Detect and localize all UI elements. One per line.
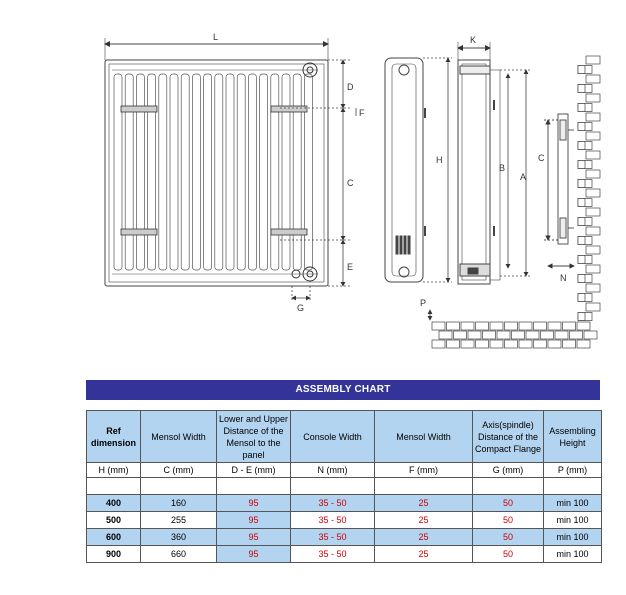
brick: [555, 331, 568, 339]
dim-label-K: K: [470, 35, 477, 45]
dim-label-E: E: [347, 262, 354, 272]
brick: [534, 340, 547, 348]
radiator-fin: [170, 74, 178, 270]
brick: [497, 331, 510, 339]
dim-label-C-console: C: [538, 153, 545, 163]
table-cell: 35 - 50: [291, 495, 375, 512]
brick: [578, 256, 585, 264]
brick: [578, 294, 585, 302]
radiator-wall-profile: [458, 42, 500, 284]
brick: [586, 75, 600, 83]
brick: [578, 199, 585, 207]
table-cell: 25: [375, 495, 473, 512]
brick: [586, 170, 600, 178]
brick: [578, 66, 585, 74]
dim-label-C: C: [347, 178, 354, 188]
brick: [586, 132, 600, 140]
brick: [447, 340, 460, 348]
radiator-side-view: [385, 58, 425, 282]
radiator-fin: [304, 74, 312, 270]
brick: [578, 275, 585, 283]
unit-cell: D - E (mm): [217, 463, 291, 478]
brick: [586, 56, 600, 64]
brick: [586, 246, 600, 254]
dim-label-H: H: [436, 155, 443, 165]
brick: [586, 208, 600, 216]
brick: [586, 227, 600, 235]
brick: [476, 322, 489, 330]
brick: [432, 340, 445, 348]
brick: [578, 313, 585, 321]
radiator-fin: [226, 74, 234, 270]
brick: [586, 265, 600, 273]
table-cell: 50: [473, 512, 544, 529]
brick: [578, 161, 585, 169]
dim-label-L: L: [213, 32, 219, 42]
table-row: [87, 495, 602, 512]
brick: [519, 340, 532, 348]
header-assembling-height: Assembling Height: [544, 411, 602, 463]
radiator-fin: [136, 74, 144, 270]
brick: [490, 340, 503, 348]
table-cell: 35 - 50: [291, 546, 375, 563]
table-cell: 25: [375, 512, 473, 529]
table-cell: 600: [87, 529, 141, 546]
brick: [505, 322, 518, 330]
brick: [563, 322, 576, 330]
table-cell: 95: [217, 495, 291, 512]
brick: [483, 331, 496, 339]
console-bracket: [544, 114, 574, 266]
table-cell: 95: [217, 512, 291, 529]
brick: [534, 322, 547, 330]
brick: [577, 322, 590, 330]
brick: [512, 331, 525, 339]
radiator-fin: [293, 74, 301, 270]
brick: [586, 113, 600, 121]
brick: [563, 340, 576, 348]
table-cell: 35 - 50: [291, 529, 375, 546]
radiator-fin: [114, 74, 122, 270]
radiator-fin: [159, 74, 167, 270]
brick: [519, 322, 532, 330]
table-row: [87, 529, 602, 546]
radiator-fins: [114, 74, 312, 270]
table-cell: 35 - 50: [291, 512, 375, 529]
brick: [584, 331, 597, 339]
table-cell: 360: [141, 529, 217, 546]
brick-wall: [432, 56, 600, 348]
radiator-fin: [215, 74, 223, 270]
brick: [578, 142, 585, 150]
brick: [578, 123, 585, 131]
brick: [461, 322, 474, 330]
radiator-fin: [125, 74, 133, 270]
table-cell: min 100: [544, 495, 602, 512]
unit-cell: C (mm): [141, 463, 217, 478]
brick: [432, 322, 445, 330]
table-cell: 25: [375, 546, 473, 563]
radiator-fin: [282, 74, 290, 270]
table-cell: 400: [87, 495, 141, 512]
header-row: [87, 411, 602, 463]
table-cell: 50: [473, 546, 544, 563]
brick: [586, 284, 600, 292]
table-row: [87, 546, 602, 563]
unit-cell: H (mm): [87, 463, 141, 478]
header-ref-dimension: Ref dimension: [87, 411, 141, 463]
brick: [578, 85, 585, 93]
radiator-fin: [181, 74, 189, 270]
header-axis-distance: Axis(spindle) Distance of the Compact Flange: [473, 411, 544, 463]
brick: [454, 331, 467, 339]
unit-cell: F (mm): [375, 463, 473, 478]
dim-label-G: G: [297, 303, 305, 313]
header-console-width: Console Width: [291, 411, 375, 463]
table-cell: 660: [141, 546, 217, 563]
radiator-fin: [148, 74, 156, 270]
radiator-front-view: [105, 38, 328, 286]
radiator-fin: [237, 74, 245, 270]
header-mensol-width: Mensol Width: [141, 411, 217, 463]
unit-cell: P (mm): [544, 463, 602, 478]
brick: [586, 189, 600, 197]
brick: [468, 331, 481, 339]
table-cell: min 100: [544, 546, 602, 563]
brick: [505, 340, 518, 348]
brick: [548, 322, 561, 330]
radiator-fin: [248, 74, 256, 270]
table-row: [87, 512, 602, 529]
radiator-fin: [204, 74, 212, 270]
assembly-chart-table: [86, 410, 602, 563]
dim-label-P: P: [420, 298, 427, 308]
header-mensol-width-2: Mensol Width: [375, 411, 473, 463]
brick: [570, 331, 583, 339]
brick: [526, 331, 539, 339]
table-cell: 255: [141, 512, 217, 529]
radiator-fin: [192, 74, 200, 270]
brick: [447, 322, 460, 330]
table-cell: min 100: [544, 512, 602, 529]
dim-label-B: B: [499, 163, 506, 173]
brick: [548, 340, 561, 348]
table-cell: 500: [87, 512, 141, 529]
table-cell: min 100: [544, 529, 602, 546]
unit-cell: G (mm): [473, 463, 544, 478]
units-row: [87, 463, 602, 478]
assembly-chart-title: ASSEMBLY CHART: [86, 380, 600, 400]
radiator-fin: [260, 74, 268, 270]
header-mensol-distance: Lower and Upper Distance of the Mensol to the panel: [217, 411, 291, 463]
table-cell: 25: [375, 529, 473, 546]
brick: [490, 322, 503, 330]
table-cell: 160: [141, 495, 217, 512]
brick: [578, 104, 585, 112]
table-cell: 95: [217, 546, 291, 563]
dim-label-D: D: [347, 82, 354, 92]
brick: [439, 331, 452, 339]
unit-cell: N (mm): [291, 463, 375, 478]
brick: [586, 151, 600, 159]
brick: [586, 94, 600, 102]
brick: [577, 340, 590, 348]
radiator-fin: [271, 74, 279, 270]
brick: [586, 303, 600, 311]
table-cell: 50: [473, 495, 544, 512]
brick: [476, 340, 489, 348]
dim-label-F: F: [359, 108, 365, 118]
table-cell: 50: [473, 529, 544, 546]
brick: [578, 237, 585, 245]
brick: [541, 331, 554, 339]
table-cell: 900: [87, 546, 141, 563]
spacer-row: [87, 478, 602, 495]
dim-label-N: N: [560, 273, 567, 283]
brick: [461, 340, 474, 348]
table-cell: 95: [217, 529, 291, 546]
brick: [578, 218, 585, 226]
brick: [578, 180, 585, 188]
dim-label-A: A: [520, 172, 527, 182]
